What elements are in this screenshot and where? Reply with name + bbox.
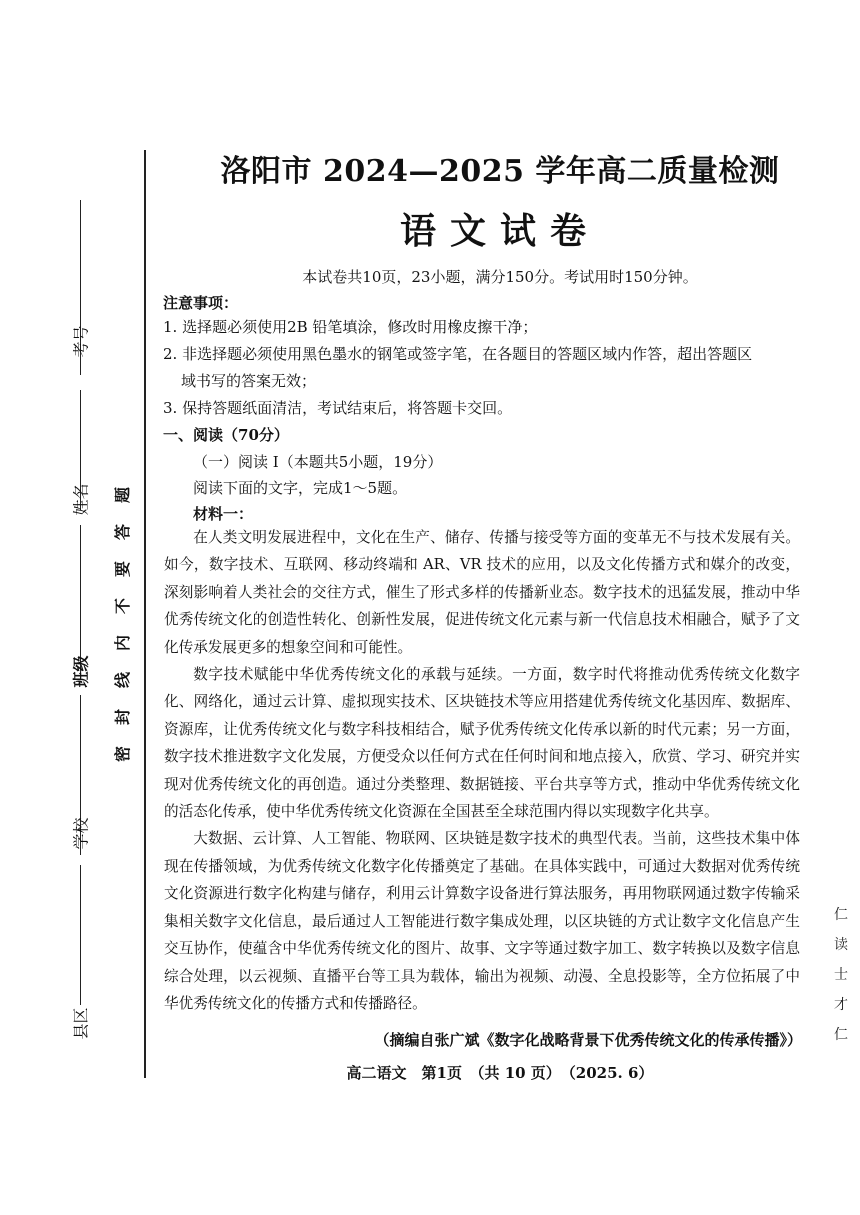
- paragraph: 在人类文明发展进程中，文化在生产、储存、传播与接受等方面的变革无不与技术发展有关。如今，数字技术、互联网、移动终端和 AR、VR 技术的应用，以及文化传播方式和媒介的改变，深刻影响着人类社会的交往方式，催生了形式多样的传播新业态。数字技术的迅猛发展，推动中华优秀传统文化的创造性转化、创新性发展，促进传统文化元素与新一代信息技术相融合，赋予了文化传承发展更多的想象空间和可能性。: [164, 529, 800, 656]
- exam-intro: 本试卷共10页，23小题，满分150分。考试用时150分钟。: [302, 268, 698, 286]
- edge-char: 才: [834, 997, 848, 1013]
- page-footer: 高二语文 第1页 （共 10 页） （2025. 6）: [346, 1064, 654, 1082]
- seal-char: 内: [112, 634, 132, 652]
- seal-char: 不: [112, 597, 132, 615]
- paper-subtitle: 语文试卷: [399, 210, 600, 252]
- school-label: 学校: [71, 817, 91, 850]
- notes-heading: 注意事项：: [163, 294, 239, 312]
- seal-char: 答: [112, 523, 132, 541]
- paragraph: 大数据、云计算、人工智能、物联网、区块链是数字技术的典型代表。当前，这些技术集中体现在传播领域，为优秀传统文化数字化传播奠定了基础。在具体实践中，可通过大数据对优秀传统文化资源进行数字化构建与储存，利用云计算数字设备进行算法服务，再用物联网通过数字传输采集相关数字文化信息，最后通过人工智能进行数字集成处理，以区块链的方式让数字文化信息产生交互协作，使蕴含中华优秀传统文化的图片、故事、文字等通过数字加工、数字转换以及数字信息综合处理，以云视频、直播平台等工具为载体，输出为视频、动漫、全息投影等，全方位拓展了中华优秀传统文化的传播方式和传播路径。: [164, 830, 800, 1012]
- seal-char: 要: [112, 560, 132, 578]
- sub-heading: （一）阅读 I（本题共5小题，19分）: [193, 453, 443, 471]
- source-citation: （摘编自张广斌《数字化战略背景下优秀传统文化的传承传播》）: [374, 1031, 802, 1049]
- paragraph: 数字技术赋能中华优秀传统文化的承载与延续。一方面，数字时代将推动优秀传统文化数字化、网络化，通过云计算、虚拟现实技术、区块链技术等应用搭建优秀传统文化基因库、数据库、资源库，让优秀传统文化与数字科技相结合，赋予优秀传统文化传承以新的时代元素；另一方面，数字技术推进数字文化发展，方便受众以任何方式在任何时间和地点接入，欣赏、学习、研究并实现对优秀传统文化的再创造。通过分类整理、数据链接、平台共享等方式，推动中华优秀传统文化的活态化传承，使中华优秀传统文化资源在全国甚至全球范围内得以实现数字化共享。: [164, 666, 800, 821]
- exam-title: 洛阳市 2024—2025 学年高二质量检测: [220, 154, 780, 189]
- seal-char: 题: [112, 486, 132, 504]
- district-label: 县区: [71, 1007, 91, 1040]
- seal-char: 封: [112, 708, 132, 726]
- note-item-continued: 域书写的答案无效；: [181, 372, 317, 390]
- student-name-label: 姓名: [71, 483, 91, 516]
- note-item: 1. 选择题必须使用2B 铅笔填涂，修改时用橡皮擦干净；: [163, 318, 538, 336]
- seal-char: 线: [112, 671, 132, 689]
- class-label: 班级: [71, 655, 91, 688]
- seal-char: 密: [112, 745, 132, 763]
- district-line: [80, 865, 81, 1005]
- edge-char: 读: [834, 937, 848, 953]
- edge-fragment: [834, 900, 854, 1050]
- section-heading: 一、阅读（70分）: [163, 426, 289, 444]
- edge-char: 仁: [834, 907, 848, 923]
- instruction: 阅读下面的文字，完成1～5题。: [193, 479, 408, 497]
- material-label: 材料一：: [193, 505, 254, 523]
- note-item: 2. 非选择题必须使用黑色墨水的钢笔或签字笔，在各题目的答题区域内作答，超出答题区: [163, 345, 753, 363]
- exam-number-label: 考号: [71, 325, 91, 358]
- edge-char: 士: [834, 967, 848, 983]
- passage-body: [164, 524, 800, 1017]
- binding-divider: [144, 150, 146, 1078]
- edge-char: 仁: [834, 1027, 848, 1043]
- seal-line-notice: [110, 485, 136, 764]
- note-item: 3. 保持答题纸面清洁，考试结束后，将答题卡交回。: [163, 399, 513, 417]
